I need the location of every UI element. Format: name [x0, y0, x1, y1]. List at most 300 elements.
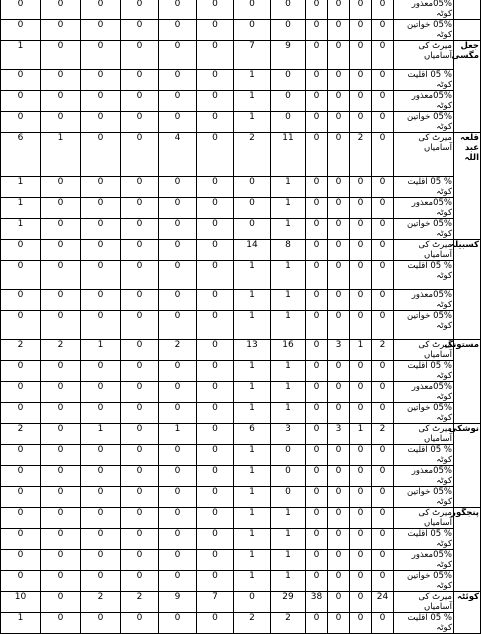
- quota-label: 05% خواتین کوٹہ: [394, 20, 454, 41]
- quota-label: 05% خواتین کوٹہ: [394, 112, 454, 133]
- table-row: [1, 70, 481, 91]
- table-cell: 0: [41, 445, 81, 466]
- table-cell: 0: [197, 177, 234, 198]
- table-cell: 1: [271, 508, 306, 529]
- table-cell: 0: [121, 0, 159, 20]
- table-cell: 0: [234, 219, 271, 240]
- table-cell: 0: [81, 177, 121, 198]
- table-cell: 0: [234, 177, 271, 198]
- table-cell: 0: [1, 112, 41, 133]
- district-name: کسبیلہ: [454, 240, 481, 340]
- table-cell: 0: [350, 0, 372, 20]
- table-cell: 0: [81, 508, 121, 529]
- table-cell: 0: [306, 240, 328, 261]
- table-cell: 0: [41, 311, 81, 340]
- table-cell: 0: [159, 403, 197, 424]
- table-cell: 0: [328, 240, 350, 261]
- table-row: [1, 529, 481, 550]
- table-cell: 0: [159, 91, 197, 112]
- table-cell: 0: [197, 613, 234, 634]
- table-cell: 0: [271, 466, 306, 487]
- table-cell: 0: [350, 487, 372, 508]
- quota-label: 05%معذور کوٹہ: [394, 0, 454, 20]
- table-cell: 0: [350, 571, 372, 592]
- table-cell: 0: [197, 508, 234, 529]
- table-cell: 0: [1, 91, 41, 112]
- table-cell: 0: [81, 550, 121, 571]
- table-cell: 0: [306, 311, 328, 340]
- district-cell: [454, 20, 481, 41]
- table-cell: 0: [121, 529, 159, 550]
- table-cell: 0: [372, 361, 394, 382]
- table-cell: 0: [159, 290, 197, 311]
- table-cell: 1: [234, 487, 271, 508]
- table-cell: 0: [81, 466, 121, 487]
- table-cell: 0: [159, 70, 197, 91]
- table-cell: 2: [81, 592, 121, 613]
- table-row: [1, 613, 481, 634]
- table-cell: 0: [372, 290, 394, 311]
- quota-label: میرٹ کی آسامیاں: [394, 424, 454, 445]
- table-cell: 1: [1, 198, 41, 219]
- district-cell: [454, 0, 481, 20]
- table-cell: 0: [350, 177, 372, 198]
- table-cell: 0: [1, 508, 41, 529]
- table-cell: 1: [234, 70, 271, 91]
- table-cell: 1: [234, 466, 271, 487]
- table-cell: 0: [306, 20, 328, 41]
- table-cell: 3: [328, 424, 350, 445]
- table-cell: 0: [1, 311, 41, 340]
- table-cell: 2: [234, 613, 271, 634]
- quota-label: 05% خواتین کوٹہ: [394, 311, 454, 340]
- quota-table-body: [1, 0, 481, 634]
- table-cell: 0: [121, 571, 159, 592]
- table-cell: 0: [121, 219, 159, 240]
- table-cell: 11: [271, 133, 306, 177]
- table-cell: 0: [159, 487, 197, 508]
- table-row: [1, 198, 481, 219]
- table-cell: 0: [41, 240, 81, 261]
- table-cell: 0: [197, 403, 234, 424]
- table-cell: 16: [271, 340, 306, 361]
- quota-label: 05% خواتین کوٹہ: [394, 487, 454, 508]
- table-cell: 0: [306, 571, 328, 592]
- table-cell: 0: [159, 445, 197, 466]
- table-cell: 0: [41, 261, 81, 290]
- table-cell: 0: [328, 261, 350, 290]
- table-cell: 0: [306, 70, 328, 91]
- table-cell: 0: [197, 20, 234, 41]
- table-cell: 0: [328, 592, 350, 613]
- quota-label: 05%معذور کوٹہ: [394, 290, 454, 311]
- table-cell: 0: [159, 613, 197, 634]
- table-cell: 6: [234, 424, 271, 445]
- table-cell: 0: [81, 70, 121, 91]
- table-cell: 0: [372, 445, 394, 466]
- table-cell: 0: [41, 0, 81, 20]
- table-cell: 0: [350, 382, 372, 403]
- table-cell: 1: [271, 219, 306, 240]
- table-cell: 0: [159, 508, 197, 529]
- table-cell: 0: [41, 592, 81, 613]
- quota-label: % 05 اقلیت کوٹہ: [394, 445, 454, 466]
- table-cell: 0: [121, 613, 159, 634]
- table-cell: 0: [159, 20, 197, 41]
- table-cell: 0: [41, 529, 81, 550]
- table-cell: 1: [1, 41, 41, 70]
- table-row: [1, 219, 481, 240]
- table-cell: 0: [197, 91, 234, 112]
- table-cell: 0: [350, 613, 372, 634]
- table-row: [1, 20, 481, 41]
- table-cell: 0: [159, 382, 197, 403]
- table-cell: 1: [271, 382, 306, 403]
- table-cell: 0: [121, 311, 159, 340]
- table-cell: 0: [306, 133, 328, 177]
- table-cell: 1: [234, 445, 271, 466]
- table-cell: 14: [234, 240, 271, 261]
- table-cell: 1: [1, 219, 41, 240]
- table-cell: 0: [159, 198, 197, 219]
- table-cell: 0: [350, 403, 372, 424]
- table-cell: 0: [121, 133, 159, 177]
- table-cell: 0: [121, 20, 159, 41]
- table-cell: 0: [41, 290, 81, 311]
- table-cell: 2: [41, 340, 81, 361]
- table-cell: 0: [41, 466, 81, 487]
- table-cell: 0: [41, 487, 81, 508]
- table-cell: 0: [350, 290, 372, 311]
- table-cell: 8: [271, 240, 306, 261]
- table-cell: 0: [372, 0, 394, 20]
- district-name: مستونگ: [454, 340, 481, 424]
- table-cell: 29: [271, 592, 306, 613]
- table-cell: 0: [197, 571, 234, 592]
- table-cell: 0: [159, 219, 197, 240]
- table-cell: 0: [159, 571, 197, 592]
- table-row: [1, 0, 481, 20]
- quota-label: 05%معذور کوٹہ: [394, 466, 454, 487]
- table-cell: 0: [41, 613, 81, 634]
- table-cell: 0: [350, 41, 372, 70]
- table-cell: 0: [350, 361, 372, 382]
- district-name: پنجگور: [454, 508, 481, 592]
- table-cell: 0: [328, 445, 350, 466]
- table-cell: 0: [306, 424, 328, 445]
- table-cell: 0: [350, 20, 372, 41]
- table-cell: 0: [1, 261, 41, 290]
- table-row: [1, 508, 481, 529]
- table-cell: 0: [197, 340, 234, 361]
- table-cell: 0: [350, 91, 372, 112]
- table-cell: 1: [350, 340, 372, 361]
- table-cell: 0: [197, 311, 234, 340]
- quota-label: میرٹ کی آسامیاں: [394, 133, 454, 177]
- table-cell: 1: [1, 613, 41, 634]
- table-cell: 0: [306, 613, 328, 634]
- quota-label: % 05 اقلیت کوٹہ: [394, 529, 454, 550]
- table-cell: 2: [372, 424, 394, 445]
- table-cell: 0: [41, 219, 81, 240]
- table-cell: 0: [121, 424, 159, 445]
- table-cell: 0: [306, 403, 328, 424]
- table-cell: 0: [234, 20, 271, 41]
- quota-label: % 05 اقلیت کوٹہ: [394, 361, 454, 382]
- table-cell: 0: [1, 466, 41, 487]
- table-cell: 2: [372, 340, 394, 361]
- table-cell: 0: [372, 177, 394, 198]
- table-cell: 0: [306, 466, 328, 487]
- table-cell: 0: [159, 261, 197, 290]
- table-cell: 0: [306, 112, 328, 133]
- table-cell: 0: [306, 198, 328, 219]
- table-row: [1, 382, 481, 403]
- table-cell: 10: [1, 592, 41, 613]
- table-cell: 0: [372, 613, 394, 634]
- table-cell: 0: [121, 361, 159, 382]
- table-row: [1, 290, 481, 311]
- table-cell: 0: [197, 466, 234, 487]
- table-cell: 0: [1, 571, 41, 592]
- table-cell: 0: [197, 112, 234, 133]
- table-cell: 0: [328, 311, 350, 340]
- table-cell: 0: [350, 311, 372, 340]
- table-cell: 0: [306, 0, 328, 20]
- table-cell: 0: [159, 240, 197, 261]
- table-cell: 7: [197, 592, 234, 613]
- table-cell: 0: [41, 91, 81, 112]
- table-row: [1, 487, 481, 508]
- table-cell: 0: [121, 382, 159, 403]
- table-cell: 0: [328, 70, 350, 91]
- table-cell: 0: [121, 70, 159, 91]
- table-cell: 0: [197, 198, 234, 219]
- district-name: کوئٹہ: [454, 592, 481, 634]
- table-cell: 2: [234, 133, 271, 177]
- table-cell: 1: [271, 177, 306, 198]
- table-cell: 0: [328, 20, 350, 41]
- table-cell: 0: [306, 41, 328, 70]
- table-cell: 2: [271, 613, 306, 634]
- table-cell: 0: [121, 240, 159, 261]
- table-cell: 0: [271, 91, 306, 112]
- table-row: [1, 133, 481, 177]
- table-cell: 0: [197, 70, 234, 91]
- table-cell: 0: [121, 177, 159, 198]
- table-cell: 0: [372, 529, 394, 550]
- table-cell: 0: [81, 487, 121, 508]
- table-cell: 0: [197, 445, 234, 466]
- table-cell: 0: [197, 487, 234, 508]
- table-row: [1, 261, 481, 290]
- table-cell: 1: [234, 361, 271, 382]
- table-cell: 0: [271, 445, 306, 466]
- table-cell: 0: [1, 529, 41, 550]
- table-cell: 1: [271, 550, 306, 571]
- table-cell: 0: [306, 550, 328, 571]
- table-cell: 0: [1, 20, 41, 41]
- table-cell: 0: [81, 361, 121, 382]
- table-cell: 0: [306, 508, 328, 529]
- quota-label: میرٹ کی آسامیاں: [394, 41, 454, 70]
- district-name: جعل مگسی: [454, 41, 481, 133]
- table-cell: 0: [328, 403, 350, 424]
- table-cell: 9: [159, 592, 197, 613]
- table-cell: 0: [159, 466, 197, 487]
- table-cell: 0: [159, 311, 197, 340]
- table-cell: 1: [234, 290, 271, 311]
- table-cell: 1: [234, 261, 271, 290]
- table-cell: 0: [350, 445, 372, 466]
- table-row: [1, 311, 481, 340]
- table-cell: 0: [81, 133, 121, 177]
- table-cell: 0: [328, 361, 350, 382]
- table-cell: 0: [81, 0, 121, 20]
- table-cell: 0: [328, 219, 350, 240]
- quota-label: میرٹ کی آسامیاں: [394, 340, 454, 361]
- table-cell: 1: [234, 529, 271, 550]
- table-cell: 0: [328, 550, 350, 571]
- table-cell: 0: [234, 0, 271, 20]
- table-cell: 1: [234, 508, 271, 529]
- table-cell: 0: [81, 445, 121, 466]
- table-cell: 1: [41, 133, 81, 177]
- table-cell: 0: [350, 240, 372, 261]
- table-cell: 0: [271, 0, 306, 20]
- table-cell: 0: [328, 198, 350, 219]
- table-cell: 0: [121, 41, 159, 70]
- table-cell: 0: [1, 70, 41, 91]
- table-cell: 24: [372, 592, 394, 613]
- table-row: [1, 361, 481, 382]
- table-cell: 0: [350, 112, 372, 133]
- table-row: [1, 445, 481, 466]
- table-cell: 9: [271, 41, 306, 70]
- table-row: [1, 571, 481, 592]
- quota-label: 05%معذور کوٹہ: [394, 91, 454, 112]
- table-cell: 0: [372, 261, 394, 290]
- table-cell: 0: [1, 240, 41, 261]
- table-cell: 0: [372, 133, 394, 177]
- quota-label: 05%معذور کوٹہ: [394, 550, 454, 571]
- table-cell: 0: [372, 41, 394, 70]
- table-cell: 0: [81, 20, 121, 41]
- table-cell: 1: [234, 382, 271, 403]
- table-cell: 0: [197, 424, 234, 445]
- table-cell: 0: [41, 20, 81, 41]
- table-cell: 0: [372, 91, 394, 112]
- table-cell: 0: [121, 261, 159, 290]
- table-cell: 0: [197, 133, 234, 177]
- table-cell: 0: [372, 571, 394, 592]
- table-cell: 0: [372, 311, 394, 340]
- table-cell: 0: [121, 550, 159, 571]
- table-cell: 0: [121, 403, 159, 424]
- table-cell: 0: [159, 177, 197, 198]
- table-cell: 0: [81, 112, 121, 133]
- table-cell: 0: [306, 361, 328, 382]
- table-cell: 0: [81, 219, 121, 240]
- table-row: [1, 550, 481, 571]
- table-cell: 0: [306, 91, 328, 112]
- table-cell: 0: [1, 403, 41, 424]
- table-cell: 0: [328, 487, 350, 508]
- table-cell: 1: [234, 571, 271, 592]
- table-row: [1, 340, 481, 361]
- table-cell: 0: [271, 70, 306, 91]
- table-cell: 0: [350, 219, 372, 240]
- quota-label: % 05 اقلیت کوٹہ: [394, 613, 454, 634]
- table-cell: 0: [350, 508, 372, 529]
- table-cell: 0: [234, 592, 271, 613]
- table-cell: 0: [328, 529, 350, 550]
- table-cell: 1: [1, 177, 41, 198]
- table-cell: 0: [372, 198, 394, 219]
- table-cell: 0: [306, 445, 328, 466]
- table-row: [1, 466, 481, 487]
- table-cell: 0: [328, 571, 350, 592]
- district-name: نوشکی: [454, 424, 481, 508]
- table-cell: 0: [271, 20, 306, 41]
- table-cell: 0: [1, 550, 41, 571]
- quota-label: % 05 اقلیت کوٹہ: [394, 70, 454, 91]
- quota-label: 05% خواتین کوٹہ: [394, 571, 454, 592]
- table-cell: 0: [41, 550, 81, 571]
- table-cell: 0: [197, 290, 234, 311]
- table-cell: 0: [121, 91, 159, 112]
- table-cell: 0: [350, 550, 372, 571]
- table-cell: 3: [271, 424, 306, 445]
- table-cell: 0: [306, 529, 328, 550]
- table-cell: 0: [350, 592, 372, 613]
- table-cell: 1: [271, 403, 306, 424]
- quota-label: میرٹ کی آسامیاں: [394, 592, 454, 613]
- table-cell: 0: [372, 219, 394, 240]
- table-row: [1, 592, 481, 613]
- table-cell: 0: [306, 340, 328, 361]
- table-cell: 2: [159, 340, 197, 361]
- quota-label: 05% خواتین کوٹہ: [394, 219, 454, 240]
- table-cell: 0: [41, 382, 81, 403]
- table-cell: 0: [271, 487, 306, 508]
- table-cell: 1: [234, 311, 271, 340]
- table-cell: 0: [372, 487, 394, 508]
- table-cell: 0: [328, 382, 350, 403]
- table-cell: 0: [159, 112, 197, 133]
- table-cell: 0: [41, 177, 81, 198]
- table-cell: 1: [81, 424, 121, 445]
- table-cell: 0: [121, 340, 159, 361]
- table-cell: 0: [41, 41, 81, 70]
- table-cell: 0: [1, 445, 41, 466]
- table-cell: 0: [41, 361, 81, 382]
- table-cell: 0: [197, 261, 234, 290]
- table-cell: 0: [1, 382, 41, 403]
- table-cell: 0: [197, 529, 234, 550]
- table-cell: 0: [81, 240, 121, 261]
- table-cell: 0: [372, 20, 394, 41]
- table-cell: 0: [81, 571, 121, 592]
- table-cell: 4: [159, 133, 197, 177]
- table-cell: 1: [234, 112, 271, 133]
- table-cell: 0: [372, 240, 394, 261]
- table-cell: 1: [81, 340, 121, 361]
- table-cell: 0: [121, 290, 159, 311]
- table-cell: 0: [121, 487, 159, 508]
- table-cell: 0: [197, 240, 234, 261]
- quota-label: 05%معذور کوٹہ: [394, 382, 454, 403]
